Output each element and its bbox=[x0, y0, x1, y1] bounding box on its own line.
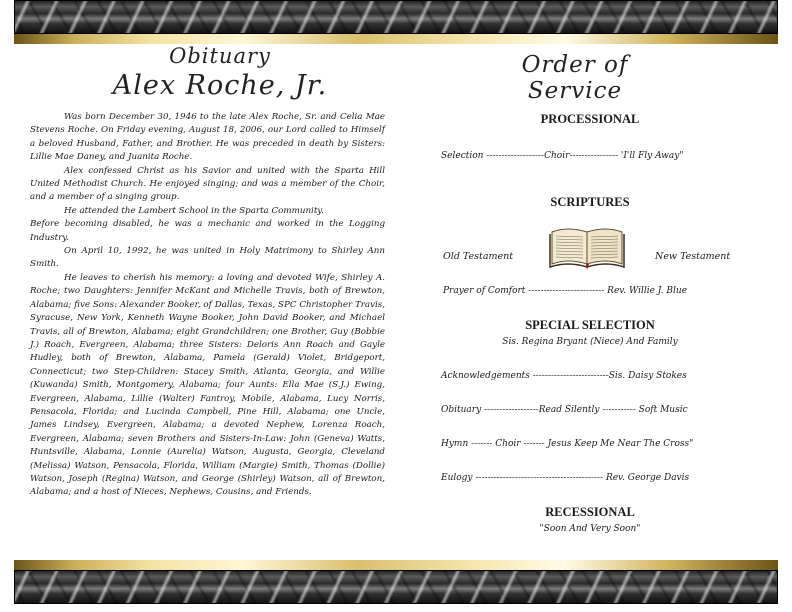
eulogy-line: Eulogy ------------------------------------------ Rev. George Davis bbox=[441, 473, 690, 483]
processional-heading: PROCESSIONAL bbox=[540, 112, 640, 126]
special-selection-line: Sis. Regina Bryant (Niece) And Family bbox=[502, 337, 678, 347]
deceased-name: Alex Roche, Jr. bbox=[112, 70, 328, 101]
obituary-text bbox=[30, 111, 385, 500]
hymn-line: Hymn ------- Choir ------- Jesus Keep Me Near The Cross" bbox=[441, 439, 694, 449]
obituary-heading: Obituary bbox=[169, 44, 271, 68]
top-decorative-border bbox=[14, 0, 778, 34]
recessional-line: "Soon And Very Soon" bbox=[539, 524, 641, 534]
obituary-paragraph: On April 10, 1992, he was united in Holy Matrimony to Shirley Ann Smith. bbox=[30, 246, 385, 270]
prayer-line: Prayer of Comfort ------------------------- Rev. Willie J. Blue bbox=[443, 286, 688, 296]
scriptures-heading: SCRIPTURES bbox=[550, 195, 630, 209]
new-testament-label: New Testament bbox=[655, 251, 731, 262]
obituary-paragraph: He leaves to cherish his memory: a loving and devoted Wife, Shirley A. Roche; two Daughters: Jennifer McKant and Michelle Travis, both of Brewton, Alabama; five Sons: Alexander Booker, of Dallas, Texas, SPC Christopher Travis, Syracuse, New York, Kenneth Wayne Booker, John David Booker, and Michael Travis, all of Brewton, Alabama; eight Grandchildren; one Brother, Guy (Bobbie J.) Roach, Evergreen, Alabama; three Sisters: Deloris Ann Roach and Gayle Hudley, both of Brewton, Alabama, Pamela (Gerald) Violet, Bridgeport, Connecticut; two Step-Children: Stacey Smith, Atlanta, Georgia, and Willie (Kuwanda) Smith, Montgomery, Alabama; four Aunts: Ella Mae (S.J.) Ewing, Evergreen, Alabama, Lillie (Walter) Fantroy, Mobile, Alabama, Lucy Norris, Pensacola, Florida; and Lucinda Campbell, Pine Hill, Alabama; one Uncle, James Lindsey, Evergreen, Alabama; a devoted Nephew, Lorenza Roach, Evergreen, Alabama; seven Brothers and Sisters-In-Law: John (Geneva) Watts, Huntsville, Alabama, Lonnie (Aurelia) Watson, Augusta, Georgia, Cleveland (Melissa) Watson, Pensacola, Florida, William (Margie) Smith, Thomas (Dollie) Watson, Joseph (Regina) Watson, and George (Shirley) Watson, all of Brewton, Alabama; and a host of Nieces, Nephews, Cousins, and Friends. bbox=[30, 272, 385, 498]
obituary-reading-line: Obituary ------------------Read Silently ----------- Soft Music bbox=[441, 405, 688, 415]
obituary-paragraph: Before becoming disabled, he was a mechanic and worked in the Logging Industry. bbox=[30, 219, 385, 243]
obituary-paragraph: Was born December 30, 1946 to the late Alex Roche, Sr. and Celia Mae Stevens Roche. On Friday evening, August 18, 2006, our Lord called to Himself a beloved Husband, Father, and Brother. He was preceded in death by Sisters: Lillie Mae Daney, and Juanita Roche. bbox=[30, 112, 385, 163]
old-testament-label: Old Testament bbox=[443, 251, 514, 262]
bottom-gold-trim bbox=[14, 560, 778, 570]
top-gold-trim bbox=[14, 34, 778, 44]
open-bible-icon bbox=[548, 224, 626, 270]
recessional-heading: RECESSIONAL bbox=[545, 505, 635, 519]
order-of-service-title: Order of Service bbox=[521, 52, 629, 104]
bottom-decorative-border bbox=[14, 570, 778, 604]
processional-line: Selection -------------------Choir---------------- 'I'll Fly Away" bbox=[441, 151, 684, 161]
obituary-paragraph: Alex confessed Christ as his Savior and united with the Sparta Hill United Methodist Church. He enjoyed singing; and was a member of the Choir, and a member of a singing group. bbox=[30, 165, 385, 203]
acknowledgements-line: Acknowledgements -------------------------Sis. Daisy Stokes bbox=[441, 371, 687, 381]
obituary-paragraph: He attended the Lambert School in the Sparta Community. bbox=[64, 205, 324, 216]
special-selection-heading: SPECIAL SELECTION bbox=[525, 318, 655, 332]
